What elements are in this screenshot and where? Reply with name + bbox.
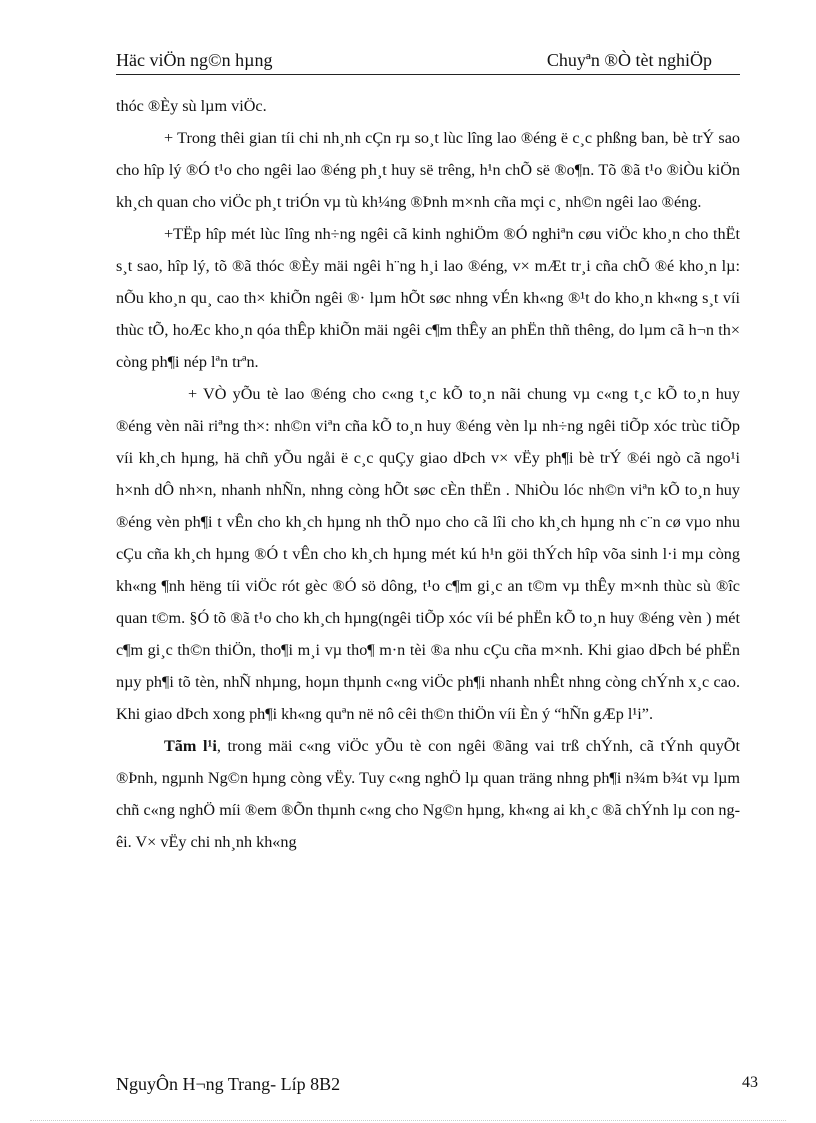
paragraph-contract-assignment: +TËp hîp mét lùc lîng nh÷ng ngêi cã kinh nghiÖm ®Ó nghiªn cøu viÖc kho¸n cho thËt s¸t sao, hîp lý, tõ ®ã thóc ®Èy mäi ngêi h¨ng h¸i lao ®éng, v× mÆt tr¸i cña chÕ ®é kho¸n lµ: nÕu kho¸n qu¸ cao th× khiÕn ngêi ®· lµm hÕt søc nhng vÉn kh«ng ®¹t do kho¸n kh«ng s¸t víi thùc tÕ, hoÆc kho¸n qóa thÊp khiÕn mäi ngêi c¶m thÊy an phËn thñ thêng, do lµm cã h¬n th× còng ph¶i nép lªn trªn. — [116, 225, 740, 371]
conclusion-lead: Tãm l¹i — [164, 737, 217, 755]
footer-author: NguyÔn H¬ng Trang- Líp 8B2 — [116, 1074, 341, 1094]
paragraph-deposit-staff: + VÒ yÕu tè lao ®éng cho c«ng t¸c kÕ to¸n nãi chung vµ c«ng t¸c kÕ to¸n huy ®éng vèn nãi riªng th×: nh©n viªn cña kÕ to¸n huy ®éng vèn lµ nh÷ng ngêi tiÕp xóc trùc tiÕp víi kh¸ch hµng, hä chñ yÕu ngåi ë c¸c quÇy giao dÞch v× vËy ph¶i bè trÝ ®éi ngò cã ngo¹i h×nh dÔ nh×n, nhanh nhÑn, nhng còng hÕt søc cÈn thËn . NhiÒu lóc nh©n viªn kÕ to¸n huy ®éng vèn ph¶i t vÊn cho kh¸ch hµng nh thÕ nµo cho cã lîi cho kh¸ch hµng nh c¨n cø vµo nhu cÇu cña kh¸ch hµng ®Ó t vÊn cho kh¸ch hµng mét kú h¹n göi thÝch hîp võa sinh l·i mµ còng kh«ng ¶nh hëng tíi viÖc rót gèc ®Ó sö dông, t¹o c¶m gi¸c an t©m vµ thÊy m×nh thùc sù ®îc quan t©m. §Ó tõ ®ã t¹o cho kh¸ch hµng(ngêi tiÕp xóc víi bé phËn kÕ to¸n huy ®éng vèn ) mét c¶m gi¸c th©n thiÖn, tho¶i m¸i vµ tho¶ m·n tèi ®a nhu cÇu cña m×nh. Khi giao dÞch bé phËn nµy ph¶i tõ tèn, nhÑ nhµng, hoµn thµnh c«ng viÖc ph¶i nhanh nhÊt nhng còng chÝnh x¸c cao. Khi giao dÞch xong ph¶i kh«ng quªn në nô cêi th©n thiÖn víi Èn ý “hÑn gÆp l¹i”. — [116, 385, 740, 723]
paragraph-staff-review: + Trong thêi gian tíi chi nh¸nh cÇn rµ so¸t lùc lîng lao ®éng ë c¸c phßng ban, bè trÝ sao cho hîp lý ®Ó t¹o cho ngêi lao ®éng ph¸t huy së trêng, h¹n chÕ së ®o¶n. Tõ ®ã t¹o ®iÒu kiÖn kh¸ch quan cho viÖc ph¸t triÓn vµ tù kh¼ng ®Þnh m×nh cña mçi c¸ nh©n ngêi lao ®éng. — [116, 129, 740, 211]
header-document-type: Chuyªn ®Ò tèt nghiÖp — [546, 50, 712, 70]
conclusion-text: , trong mäi c«ng viÖc yÕu tè con ngêi ®ãng vai trß chÝnh, cã tÝnh quyÕt ®Þnh, ngµnh Ng©n hµng còng vËy. Tuy c«ng nghÖ lµ quan träng nhng ph¶i n¾m b¾t vµ lµm chñ c«ng nghÖ míi ®em ®Õn thµnh c«ng cho Ng©n hµng, kh«ng ai kh¸c ®ã chÝnh lµ con ngêi. V× vËy chi nh¸nh kh«ng — [116, 737, 740, 851]
header-institution: Häc viÖn ng©n hµng — [116, 50, 273, 70]
paragraph-continuation: thóc ®Èy sù lµm viÖc. — [116, 97, 267, 115]
page-bottom-divider — [30, 1120, 786, 1121]
body-text — [116, 90, 740, 858]
paragraph-conclusion — [116, 730, 740, 858]
page-header — [116, 48, 740, 75]
page-number: 43 — [742, 1074, 758, 1091]
